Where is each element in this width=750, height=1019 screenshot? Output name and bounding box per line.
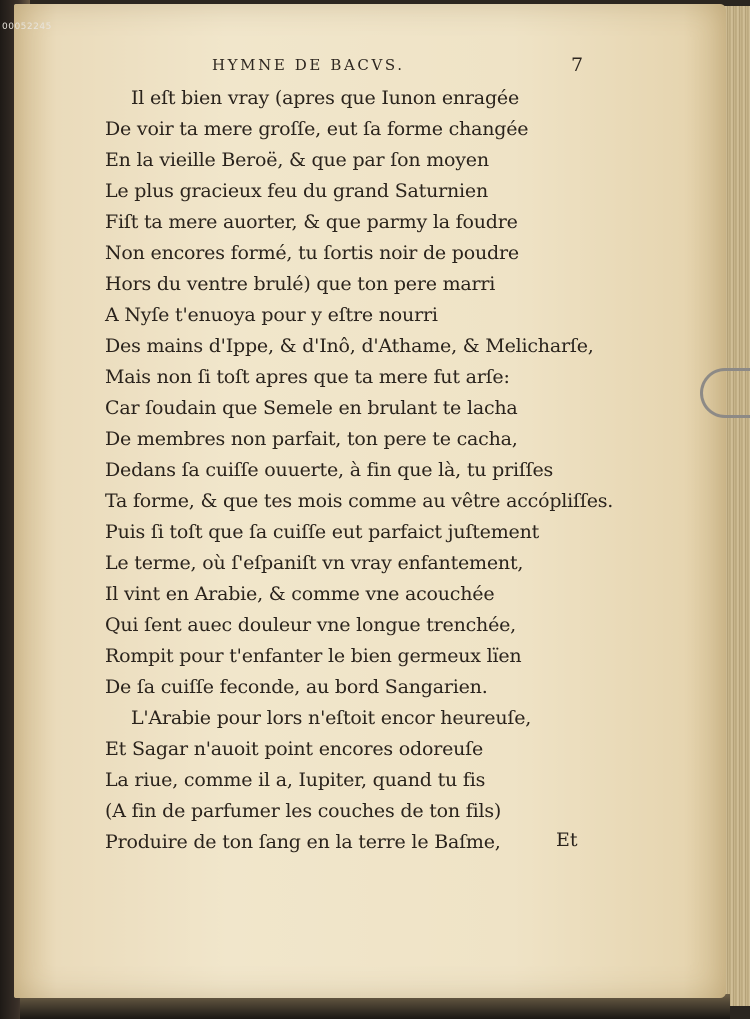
verse-line: Et Sagar n'auoit point encores odoreuſe (105, 738, 484, 760)
verse-line: La riue, comme il a, Iupiter, quand tu fis (105, 769, 486, 791)
verse-line: De membres non parfait, ton pere te cacha, (105, 428, 518, 450)
verse-line: En la vieille Beroë, & que par ſon moyen (105, 149, 489, 171)
verse-line: Le terme, où ſ'eſpaniſt vn vray enfantement, (105, 552, 524, 574)
verse-line: Qui ſent auec douleur vne longue trenchée, (105, 614, 517, 636)
page-number: 7 (571, 54, 584, 76)
verse-line: De voir ta mere groſſe, eut ſa forme changée (105, 118, 529, 140)
verse-line: Mais non ſi toſt apres que ta mere fut arſe: (105, 366, 510, 388)
verse-line: Ta forme, & que tes mois comme au vêtre accópliſſes. (105, 490, 614, 512)
verse-line: Il eſt bien vray (apres que Iunon enragée (131, 87, 519, 109)
running-head: HYMNE DE BACVS. (212, 56, 405, 74)
verse-line: Rompit pour t'enfanter le bien germeux lïen (105, 645, 522, 667)
verse-line: De ſa cuiſſe feconde, au bord Sangarien. (105, 676, 488, 698)
verse-line: Il vint en Arabie, & comme vne acouchée (105, 583, 495, 605)
verse-line: Produire de ton ſang en la terre le Baſme, (105, 831, 501, 853)
verse-line: Hors du ventre brulé) que ton pere marri (105, 273, 496, 295)
verse-line: Dedans ſa cuiſſe ouuerte, à fin que là, tu priſſes (105, 459, 554, 481)
verse-line: L'Arabie pour lors n'eſtoit encor heureuſe, (131, 707, 532, 729)
page-edges-right (722, 6, 750, 1006)
verse-line: Le plus gracieux feu du grand Saturnien (105, 180, 488, 202)
verse-line: Des mains d'Ippe, & d'Inô, d'Athame, & Melicharſe, (105, 335, 594, 357)
page-clip (700, 368, 750, 418)
verse-line: (A fin de parfumer les couches de ton fils) (105, 800, 502, 822)
verse-line: A Nyſe t'enuoya pour y eſtre nourri (105, 304, 438, 326)
verse-line: Fiſt ta mere auorter, & que parmy la foudre (105, 211, 518, 233)
verse-line: Car ſoudain que Semele en brulant te lacha (105, 397, 518, 419)
verse-line: Puis ſi toſt que ſa cuiſſe eut parfaict juſtement (105, 521, 540, 543)
verse-line: Non encores formé, tu ſortis noir de poudre (105, 242, 519, 264)
catchword: Et (556, 829, 578, 851)
archive-stamp: 00052245 (2, 22, 52, 32)
